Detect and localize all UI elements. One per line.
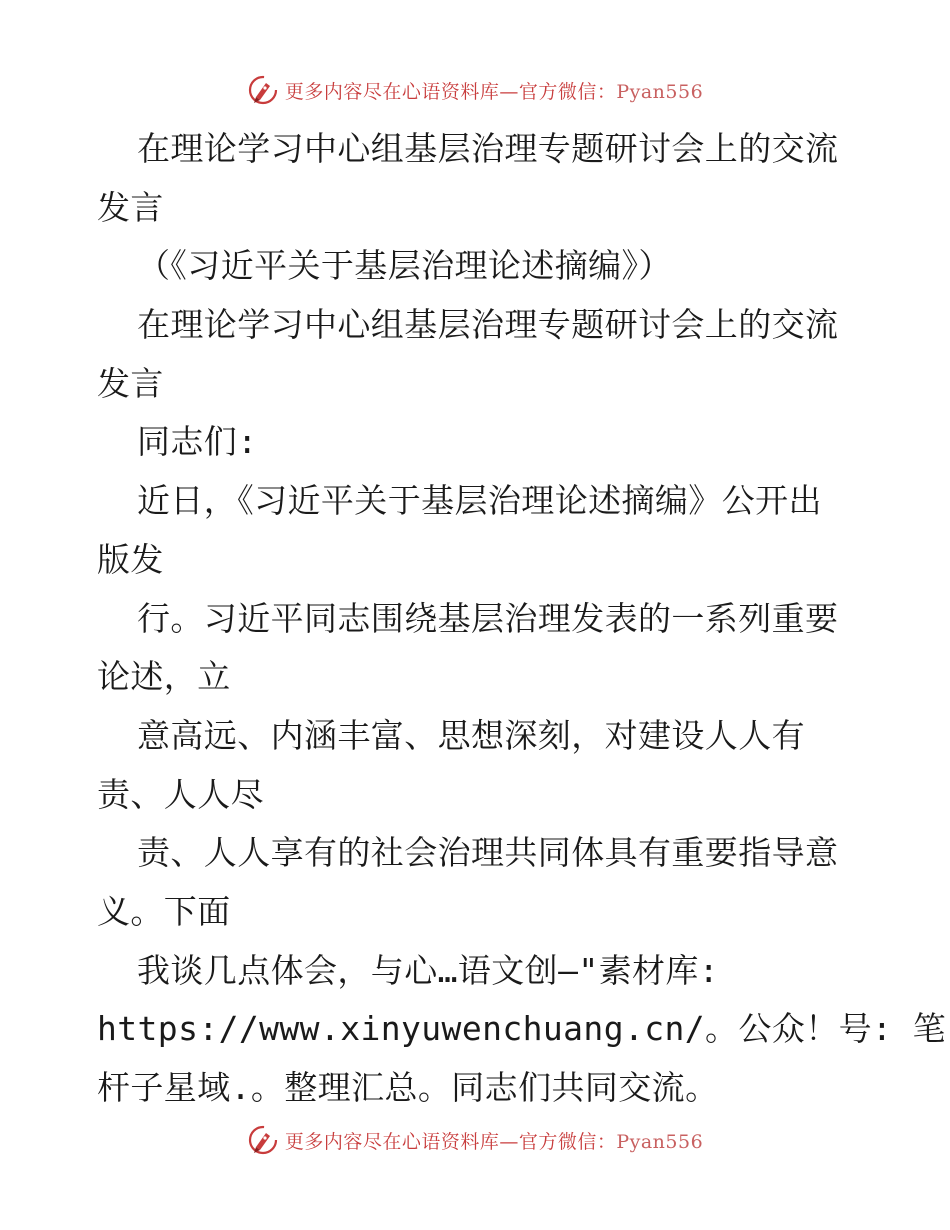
pen-logo-icon <box>247 74 279 106</box>
header-banner-text: 更多内容尽在心语资料库—官方微信：Pyan556 <box>284 80 704 103</box>
doc-title-line-2: 发言 <box>97 187 164 227</box>
paragraph-line: 责、人人享有的社会治理共同体具有重要指导意 <box>137 833 839 873</box>
doc-title-line-1: 在理论学习中心组基层治理专题研讨会上的交流 <box>137 129 839 168</box>
paragraph-line: 责、人人尽 <box>97 774 264 814</box>
paragraph-line: 意高远、内涵丰富、思想深刻，对建设人人有 <box>137 715 805 755</box>
footer-banner-text: 更多内容尽在心语资料库—官方微信：Pyan556 <box>284 1130 704 1153</box>
doc-heading-line-2: 发言 <box>97 363 164 403</box>
url-line: https://www.xinyuwenchuang.cn/。公众！号: 笔 <box>97 1009 946 1049</box>
document-body <box>97 120 946 1118</box>
footer-banner <box>0 1120 950 1160</box>
paragraph-line: 论述，立 <box>97 657 231 697</box>
doc-subtitle: （《习近平关于基层治理论述摘编》） <box>137 246 672 286</box>
paragraph-line: 杆子星域.。整理汇总。同志们共同交流。 <box>97 1068 719 1107</box>
paragraph-line: 版发 <box>97 539 164 579</box>
wechat-account: Pyan556 <box>616 80 704 103</box>
paragraph-line: 近日，《习近平关于基层治理论述摘编》公开出 <box>137 481 822 521</box>
paragraph-line: 义。下面 <box>97 891 231 931</box>
header-banner <box>0 70 950 110</box>
paragraph-line: 行。习近平同志围绕基层治理发表的一系列重要 <box>137 598 839 638</box>
paragraph-line: 我谈几点体会，与心…语文创—"素材库: <box>137 950 720 990</box>
pen-logo-icon <box>247 1124 279 1156</box>
doc-heading-line-1: 在理论学习中心组基层治理专题研讨会上的交流 <box>137 305 839 345</box>
salutation: 同志们: <box>137 422 258 462</box>
wechat-account: Pyan556 <box>616 1130 704 1153</box>
